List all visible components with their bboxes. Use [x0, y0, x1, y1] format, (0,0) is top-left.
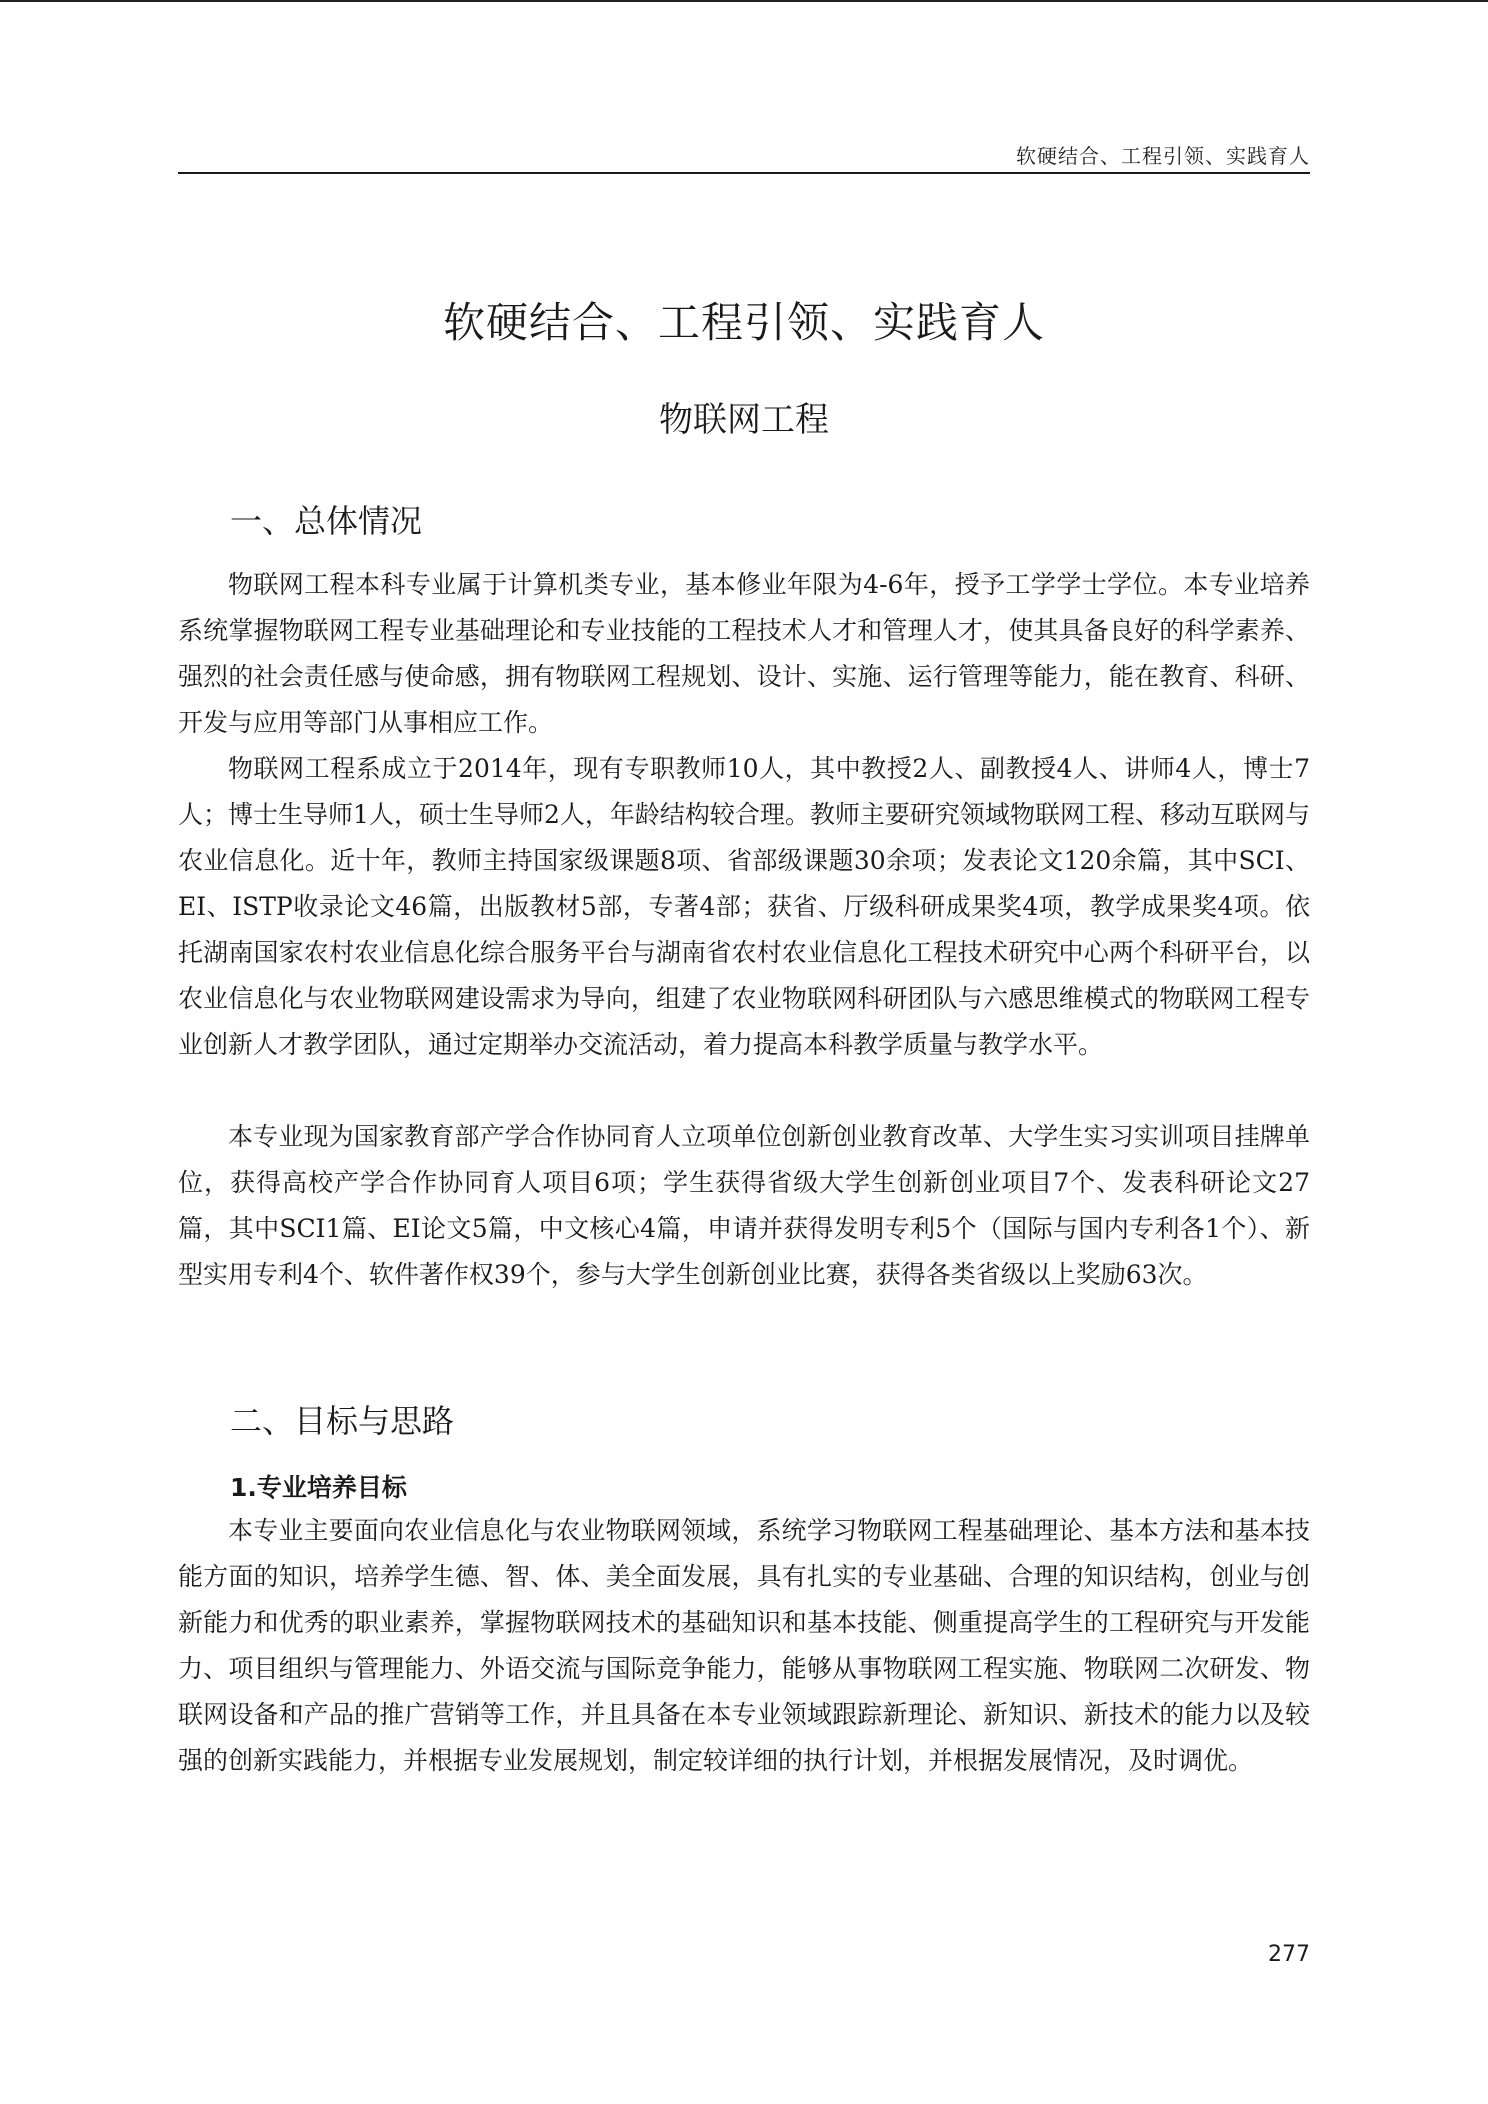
article-subtitle: 物联网工程	[659, 400, 829, 440]
paragraph-overview-1: 物联网工程本科专业属于计算机类专业，基本修业年限为4-6年，授予工学学士学位。本专业培养系统掌握物联网工程专业基础理论和专业技能的工程技术人才和管理人才，使其具备良好的科学素养、强烈的社会责任感与使命感，拥有物联网工程规划、设计、实施、运行管理等能力，能在教育、科研、开发与应用等部门从事相应工作。	[178, 570, 1310, 737]
paragraph-overview-3: 本专业现为国家教育部产学合作协同育人立项单位创新创业教育改革、大学生实习实训项目挂牌单位，获得高校产学合作协同育人项目6项；学生获得省级大学生创新创业项目7个、发表科研论文27篇，其中SCI1篇、EI论文5篇，中文核心4篇，申请并获得发明专利5个（国际与国内专利各1个）、新型实用专利4个、软件著作权39个，参与大学生创新创业比赛，获得各类省级以上奖励63次。	[178, 1122, 1310, 1289]
section-heading-overview: 一、总体情况	[230, 502, 423, 540]
running-header: 软硬结合、工程引领、实践育人	[1016, 144, 1310, 168]
page-top-border	[0, 0, 1488, 2]
page-number: 277	[1268, 1942, 1310, 1967]
header-divider	[178, 172, 1310, 174]
section-heading-goals: 二、目标与思路	[230, 1402, 455, 1440]
paragraph-goals-1: 本专业主要面向农业信息化与农业物联网领域，系统学习物联网工程基础理论、基本方法和基本技能方面的知识，培养学生德、智、体、美全面发展，具有扎实的专业基础、合理的知识结构，创业与创新能力和优秀的职业素养，掌握物联网技术的基础知识和基本技能、侧重提高学生的工程研究与开发能力、项目组织与管理能力、外语交流与国际竞争能力，能够从事物联网工程实施、物联网二次研发、物联网设备和产品的推广营销等工作，并且具备在本专业领域跟踪新理论、新知识、新技术的能力以及较强的创新实践能力，并根据专业发展规划，制定较详细的执行计划，并根据发展情况，及时调优。	[178, 1516, 1310, 1775]
subheading-training-goals: 1.专业培养目标	[230, 1473, 407, 1502]
paragraph-overview-2: 物联网工程系成立于2014年，现有专职教师10人，其中教授2人、副教授4人、讲师4人，博士7人；博士生导师1人，硕士生导师2人，年龄结构较合理。教师主要研究领域物联网工程、移动互联网与农业信息化。近十年，教师主持国家级课题8项、省部级课题30余项；发表论文120余篇，其中SCI、EI、ISTP收录论文46篇，出版教材5部，专著4部；获省、厅级科研成果奖4项，教学成果奖4项。依托湖南国家农村农业信息化综合服务平台与湖南省农村农业信息化工程技术研究中心两个科研平台，以农业信息化与农业物联网建设需求为导向，组建了农业物联网科研团队与六感思维模式的物联网工程专业创新人才教学团队，通过定期举办交流活动，着力提高本科教学质量与教学水平。	[178, 754, 1310, 1059]
article-title: 软硬结合、工程引领、实践育人	[442, 298, 1045, 347]
